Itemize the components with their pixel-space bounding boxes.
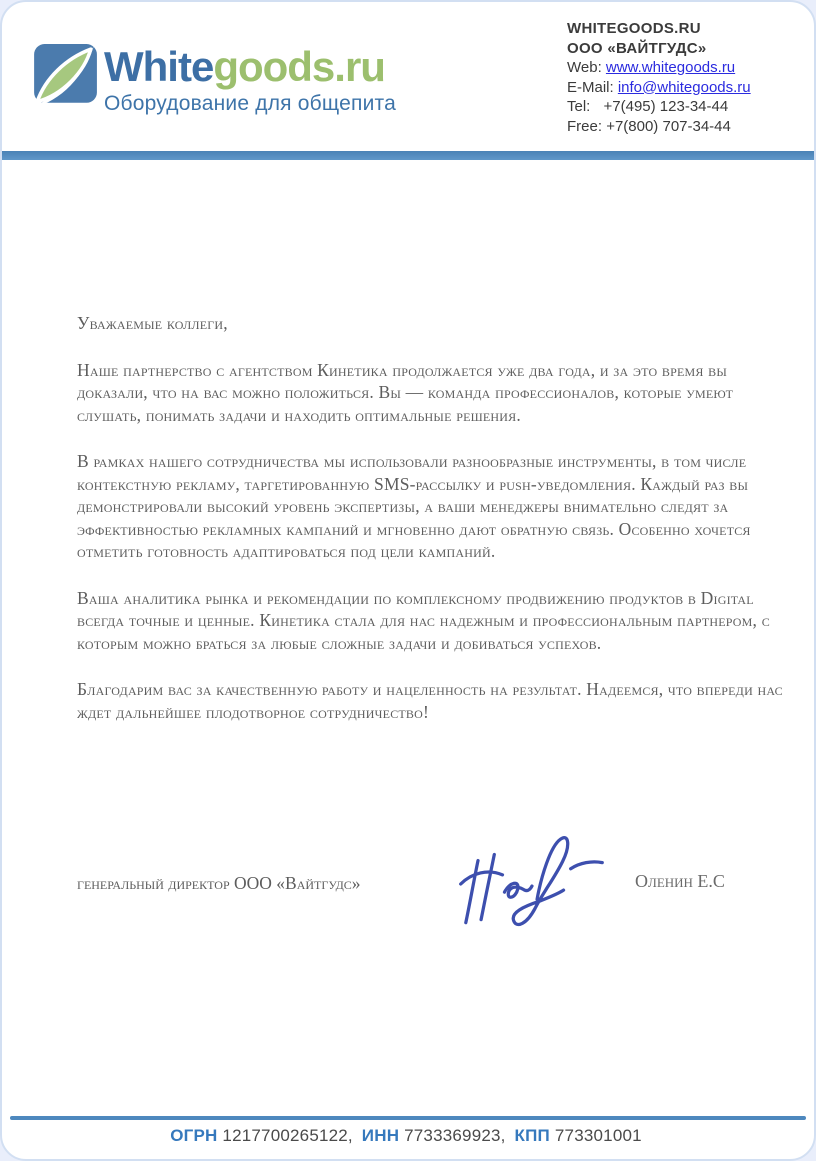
ogrn-value: 1217700265122, [222, 1126, 353, 1145]
brand-tagline: Оборудование для общепита [104, 92, 396, 115]
letter-greeting: Уважаемые коллеги, [77, 313, 228, 333]
contact-block [567, 19, 807, 136]
ogrn-label: ОГРН [170, 1126, 218, 1145]
letter-paragraph: В рамках нашего сотрудничества мы использовали разнообразные инструменты, в том числе контекстную рекламу, таргетированную SMS-рассылку и push-уведомления. Каждый раз вы демонстрировали высокий уровень экспертизы, а ваши менеджеры внимательно следят за эффективностью рекламных кампаний и мгновенно дают обратную связь. Особенно хочется отметить готовность адаптироваться под цели кампаний. [77, 451, 751, 561]
brand-name [104, 44, 396, 90]
kpp-label: КПП [514, 1126, 550, 1145]
inn-label: ИНН [361, 1126, 400, 1145]
footer-segment [515, 1126, 642, 1145]
contact-tel-row [567, 97, 807, 117]
brand-part-goods: goods.ru [213, 43, 385, 90]
signatory-title: генеральный директор ООО «Вайтгудс» [77, 873, 361, 893]
letter-paragraph: Ваша аналитика рынка и рекомендации по комплексному продвижению продуктов в Digital всегда точные и ценные. Кинетика стала для нас надежным и профессиональным партнером, с которым можно браться за любые сложные задачи и добиваться успехов. [77, 587, 770, 653]
footer-segment [170, 1126, 353, 1145]
website-link[interactable]: www.whitegoods.ru [605, 59, 736, 76]
footer-divider-bar [10, 1116, 806, 1120]
letter-paragraph: Благодарим вас за качественную работу и нацеленность на результат. Надеемся, что впереди нас ждет дальнейшее плодотворное сотрудничество! [77, 679, 783, 722]
signatory-name: Оленин Е.С [635, 871, 725, 891]
handwritten-signature-icon [454, 828, 612, 940]
kpp-value: 773301001 [554, 1126, 642, 1145]
footer-segment [362, 1126, 506, 1145]
letter-body [77, 312, 799, 747]
free-label: Free: [567, 117, 603, 135]
letter-paragraph: Наше партнерство с агентством Кинетика продолжается уже два года, и за это время вы доказали, что на вас можно положиться. Вы — команда профессионалов, которые умеют слушать, понимать задачи и находить оптимальные решения. [77, 359, 734, 425]
contact-free-row [567, 117, 807, 137]
email-link[interactable]: info@whitegoods.ru [617, 78, 751, 96]
brand-part-white: White [104, 43, 214, 90]
inn-value: 7733369923, [404, 1126, 506, 1145]
contact-email-row [567, 78, 807, 98]
contact-company-name: ООО «ВАЙТГУДС» [567, 39, 707, 57]
header-divider-bar [2, 151, 814, 160]
contact-company-domain: WHITEGOODS.RU [567, 20, 701, 37]
contact-web-row [567, 58, 807, 78]
free-value: +7(800) 707-34-44 [606, 117, 731, 135]
web-label: Web: [567, 59, 602, 76]
logo-text [104, 44, 396, 116]
tel-value: +7(495) 123-34-44 [603, 98, 729, 115]
email-label: E-Mail: [567, 78, 614, 96]
leaf-logo-icon [30, 44, 100, 110]
footer-registration-numbers [2, 1126, 814, 1146]
tel-label: Tel: [567, 98, 591, 115]
